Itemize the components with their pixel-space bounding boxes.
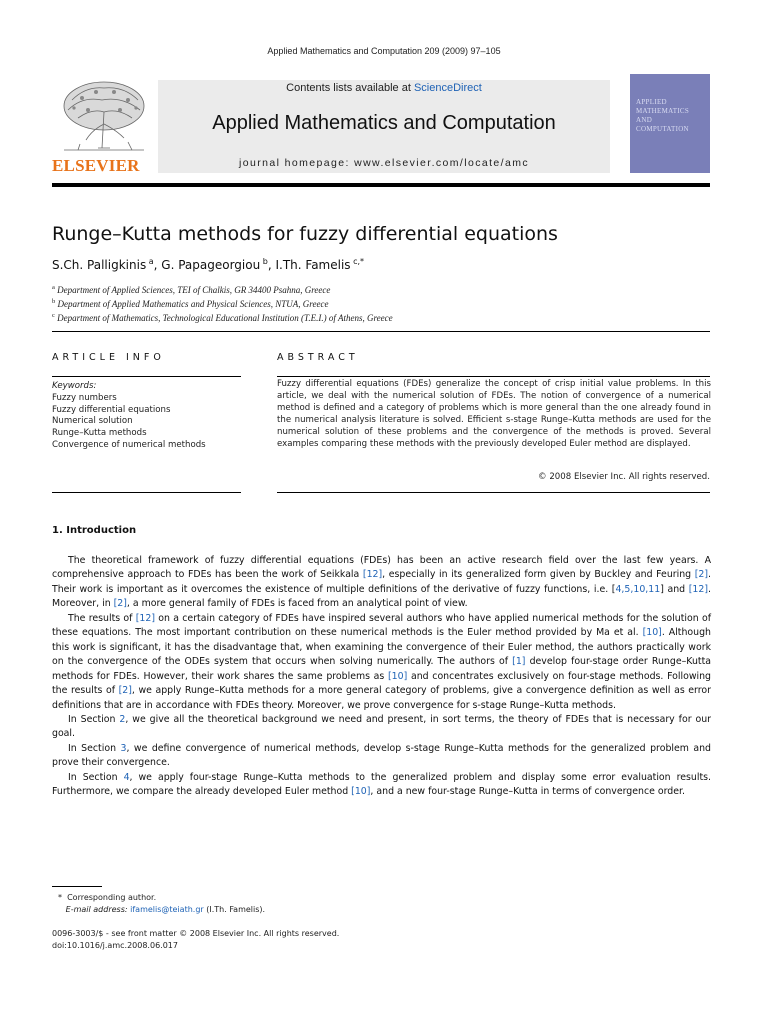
paragraph: In Section 4, we apply four-stage Runge–Kutta methods to the generalized problem and display some error evaluation results. Furthermore, we compare the already developed Euler method [10], and a new four-stage Runge–Kutta in terms of convergence order. <box>52 771 712 798</box>
keyword: Runge–Kutta methods <box>52 428 147 439</box>
reference-link[interactable]: [2] <box>694 569 709 581</box>
keyword: Fuzzy numbers <box>52 392 117 403</box>
elsevier-logo[interactable] <box>52 78 156 176</box>
journal-title[interactable]: Applied Mathematics and Computation <box>212 112 556 134</box>
affiliation: $^c$ Department of Mathematics, Technological Educational Institution (T.E.I.) of Athens, Greece <box>52 312 393 323</box>
section-heading: 1. Introduction <box>52 525 137 536</box>
email-note: E-mail address: ifamelis@teiath.gr (I.Th. Famelis). <box>65 905 266 914</box>
section-link[interactable]: 4 <box>123 771 130 783</box>
reference-link[interactable]: [2] <box>113 598 127 610</box>
cover-line: APPLIED <box>636 98 667 106</box>
reference-link[interactable]: [12] <box>135 612 155 624</box>
reference-link[interactable]: [2] <box>118 685 132 697</box>
abstract-heading: ABSTRACT <box>277 352 359 363</box>
reference-link[interactable]: [10] <box>351 786 371 798</box>
article-title: Runge–Kutta methods for fuzzy differential equations <box>52 223 558 245</box>
cover-text <box>636 98 689 134</box>
article-info-heading: ARTICLE INFO <box>52 352 165 363</box>
keywords-label: Keywords: <box>52 381 97 391</box>
divider <box>52 492 241 493</box>
author-list: S.Ch. Palligkinis $^a$, G. Papageorgiou $^b$, I.Th. Famelis $^{c,*}$ <box>52 257 365 272</box>
author-affil-marker: a <box>148 257 154 266</box>
reference-link[interactable]: [12] <box>362 569 383 581</box>
paragraph: The results of [12] on a certain category of FDEs have inspired several authors who have applied numerical methods for the solution of these equations. The most important contribution on these numerical methods is the Euler method provided by Ma et al. [10]. Although this work is significant, it has the disadvantage that, when examining the convergence of their Euler method, the authors practically work on the convergence of the ODEs system that occurs when solving numerically. The authors of [1] develop four-stage order Runge–Kutta methods for FDEs. However, their work shares the same problems as [10] and concentrates exclusively on four-stage methods. Following the results of [2], we apply Runge–Kutta methods for a more general category of problems, give a convergence definition as well as error definitions that are in accordance with FDEs theory. Moreover, we prove convergence for s-stage Runge–Kutta methods. <box>52 612 711 711</box>
paragraph: In Section 3, we define convergence of numerical methods, develop s-stage Runge–Kutta methods for the generalized problem and prove their convergence. <box>52 742 712 769</box>
contents-prefix: Contents lists available at <box>286 82 411 94</box>
reference-link[interactable]: [10] <box>642 627 662 639</box>
journal-header-band <box>158 80 610 173</box>
journal-cover[interactable] <box>630 74 710 173</box>
reference-link[interactable]: [10] <box>388 670 408 682</box>
affiliation: $^b$ Department of Applied Mathematics and Physical Sciences, NTUA, Greece <box>52 298 329 309</box>
cover-line: COMPUTATION <box>636 125 689 133</box>
reference-link[interactable]: [12] <box>688 583 708 595</box>
footnote <box>58 892 265 916</box>
cover-line: MATHEMATICS <box>636 107 690 115</box>
email-link[interactable]: ifamelis@teiath.gr <box>130 905 204 914</box>
divider <box>52 331 710 332</box>
contents-available <box>158 82 610 94</box>
journal-homepage[interactable]: journal homepage: www.elsevier.com/locate/amc <box>238 157 530 169</box>
author-name[interactable]: I.Th. Famelis <box>275 258 351 272</box>
paragraph: The theoretical framework of fuzzy differential equations (FDEs) has been an active research field over the last few years. A comprehensive approach to FDEs has been the work of Seikkala [12], especially in its generalized form given by Buckley and Feuring [2]. Their work is important as it overcomes the existence of multiple definitions of the derivative of fuzzy functions, i.e. [4,5,10,11] and [12]. Moreover, in [2], a more general family of FDEs is faced from an analytical point of view. <box>52 555 711 610</box>
issn-line: 0096-3003/$ - see front matter © 2008 Elsevier Inc. All rights reserved. <box>52 929 340 938</box>
copyright: © 2008 Elsevier Inc. All rights reserved. <box>538 472 710 482</box>
journal-citation: Applied Mathematics and Computation 209 (2009) 97–105 <box>267 46 501 56</box>
divider <box>277 492 710 493</box>
doi-line[interactable]: doi:10.1016/j.amc.2008.06.017 <box>52 941 178 950</box>
divider <box>277 376 710 377</box>
publisher-name: ELSEVIER <box>52 156 140 175</box>
section-link[interactable]: 3 <box>120 742 127 754</box>
affiliations <box>52 282 393 324</box>
header-divider <box>52 183 710 187</box>
author-affil-marker: c,* <box>353 257 365 266</box>
cover-line: AND <box>636 116 653 124</box>
corresponding-author-note: * Corresponding author. <box>58 893 157 902</box>
author-name[interactable]: G. Papageorgiou <box>161 258 261 272</box>
section-link[interactable]: 2 <box>119 713 126 725</box>
footnote-divider <box>52 886 102 887</box>
reference-link[interactable]: 4,5,10,11 <box>615 583 661 595</box>
author-affil-marker: b <box>262 257 268 266</box>
author-name[interactable]: S.Ch. Palligkinis <box>52 258 147 272</box>
paragraph: In Section 2, we give all the theoretical background we need and present, in sort terms, the theory of FDEs that is necessary for our goal. <box>52 713 712 740</box>
reference-link[interactable]: [1] <box>512 656 526 668</box>
affiliation: $^a$ Department of Applied Sciences, TEI of Chalkis, GR 34400 Psahna, Greece <box>52 284 331 295</box>
tree-logo-icon <box>52 78 156 156</box>
keyword: Numerical solution <box>52 416 133 427</box>
divider <box>52 376 241 377</box>
introduction-body <box>52 554 711 800</box>
keyword: Convergence of numerical methods <box>52 439 206 450</box>
sciencedirect-link[interactable]: ScienceDirect <box>413 82 482 94</box>
abstract-text: Fuzzy differential equations (FDEs) generalize the concept of crisp initial value problems. In this article, we deal with the numerical solution of FDEs. The notion of convergence of a numerical method is defined and a category of problems which is more general than the one already found in the numerical analysis literature is solved. Efficient s-stage Runge–Kutta methods are used for the numerical solution of these problems and the convergence of the methods is proved. Several examples comparing these methods with the previously developed Euler method are displayed. <box>277 379 711 449</box>
keywords-block <box>52 381 206 452</box>
publication-meta <box>52 928 339 952</box>
keyword: Fuzzy differential equations <box>52 404 171 415</box>
